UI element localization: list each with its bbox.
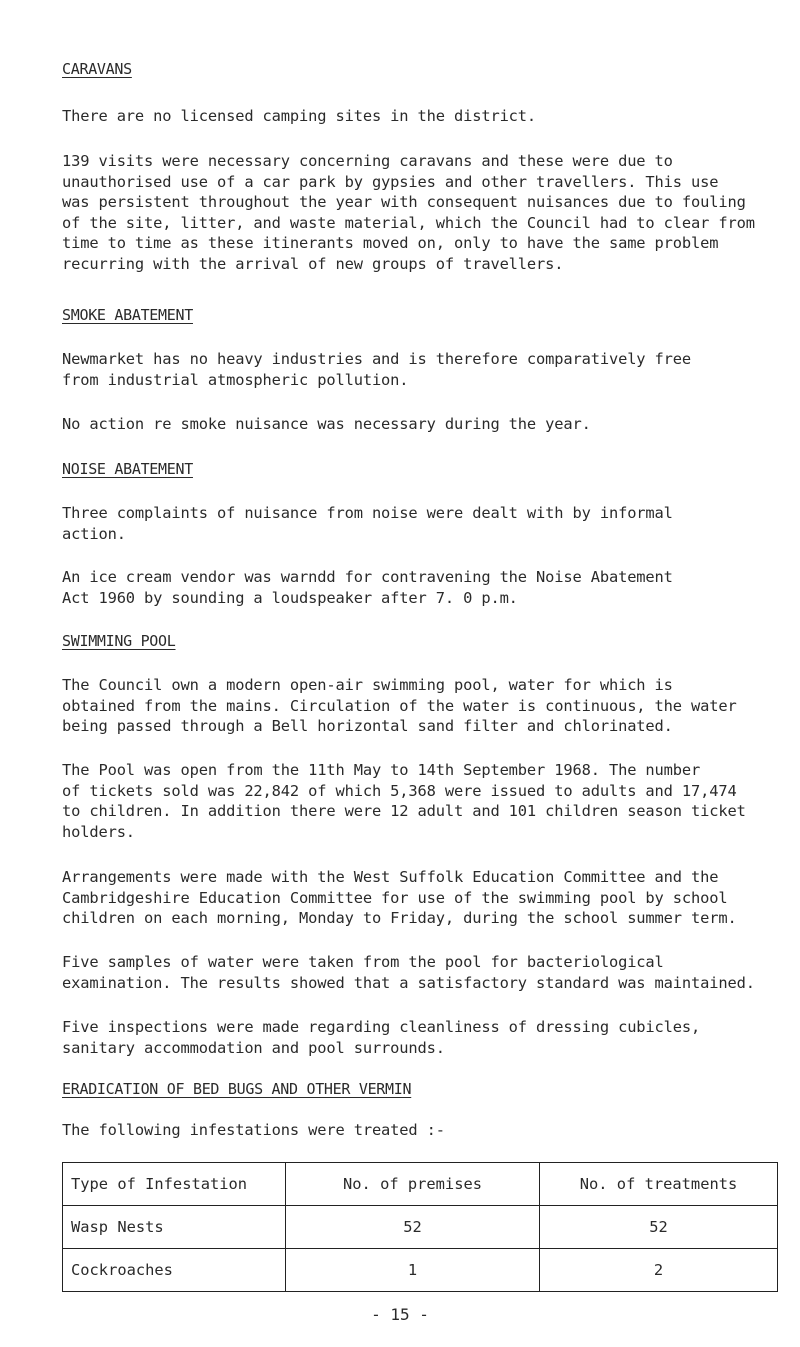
- table-row: [63, 1249, 778, 1292]
- table-row: [63, 1206, 778, 1249]
- heading-caravans: CARAVANS: [62, 60, 132, 78]
- heading-smoke-abatement: SMOKE ABATEMENT: [62, 306, 193, 324]
- heading-swimming-pool: SWIMMING POOL: [62, 632, 176, 650]
- header-type-of-infestation: Type of Infestation: [63, 1163, 286, 1206]
- page-number: - 15 -: [371, 1305, 429, 1324]
- header-no-of-treatments: No. of treatments: [540, 1163, 778, 1206]
- swimming-paragraph-1: The Council own a modern open-air swimming pool, water for which is obtained from the mains. Circulation of the water is continuous, the water being passed through a Bell horizontal sand filter and chlorinated.: [62, 676, 737, 735]
- cell-treatments-count: 2: [540, 1249, 778, 1292]
- cell-premises-count: 52: [286, 1206, 540, 1249]
- cell-treatments-count: 52: [540, 1206, 778, 1249]
- swimming-paragraph-4: Five samples of water were taken from the pool for bacteriological examination. The results showed that a satisfactory standard was maintained.: [62, 953, 755, 992]
- caravans-paragraph-2: 139 visits were necessary concerning caravans and these were due to unauthorised use of a car park by gypsies and other travellers. This use was persistent throughout the year with consequent nuisances due to fouling of the site, litter, and waste material, which the Council had to clear from time to time as these itinerants moved on, only to have the same problem recurring with the arrival of new groups of travellers.: [62, 152, 755, 273]
- eradication-intro: The following infestations were treated :-: [62, 1121, 445, 1139]
- swimming-paragraph-3: Arrangements were made with the West Suffolk Education Committee and the Cambridgeshire Education Committee for use of the swimming pool by school children on each morning, Monday to Friday, during the school summer term.: [62, 868, 737, 927]
- cell-premises-count: 1: [286, 1249, 540, 1292]
- caravans-paragraph-1: There are no licensed camping sites in the district.: [62, 107, 537, 125]
- swimming-paragraph-5: Five inspections were made regarding cleanliness of dressing cubicles, sanitary accommodation and pool surrounds.: [62, 1018, 701, 1057]
- noise-paragraph-2: An ice cream vendor was warndd for contravening the Noise Abatement Act 1960 by sounding a loudspeaker after 7. 0 p.m.: [62, 568, 673, 607]
- noise-paragraph-1: Three complaints of nuisance from noise were dealt with by informal action.: [62, 504, 673, 543]
- header-no-of-premises: No. of premises: [286, 1163, 540, 1206]
- infestations-table: [62, 1162, 778, 1292]
- swimming-paragraph-2: The Pool was open from the 11th May to 14th September 1968. The number of tickets sold was 22,842 of which 5,368 were issued to adults and 17,474 to children. In addition there were 12 adult and 101 children season ticket holders.: [62, 761, 746, 841]
- heading-eradication: ERADICATION OF BED BUGS AND OTHER VERMIN: [62, 1080, 412, 1098]
- cell-infestation-type: Cockroaches: [63, 1249, 286, 1292]
- smoke-paragraph-2: No action re smoke nuisance was necessary during the year.: [62, 415, 591, 433]
- table-header-row: [63, 1163, 778, 1206]
- heading-noise-abatement: NOISE ABATEMENT: [62, 460, 193, 478]
- cell-infestation-type: Wasp Nests: [63, 1206, 286, 1249]
- smoke-paragraph-1: Newmarket has no heavy industries and is therefore comparatively free from industrial atmospheric pollution.: [62, 350, 692, 389]
